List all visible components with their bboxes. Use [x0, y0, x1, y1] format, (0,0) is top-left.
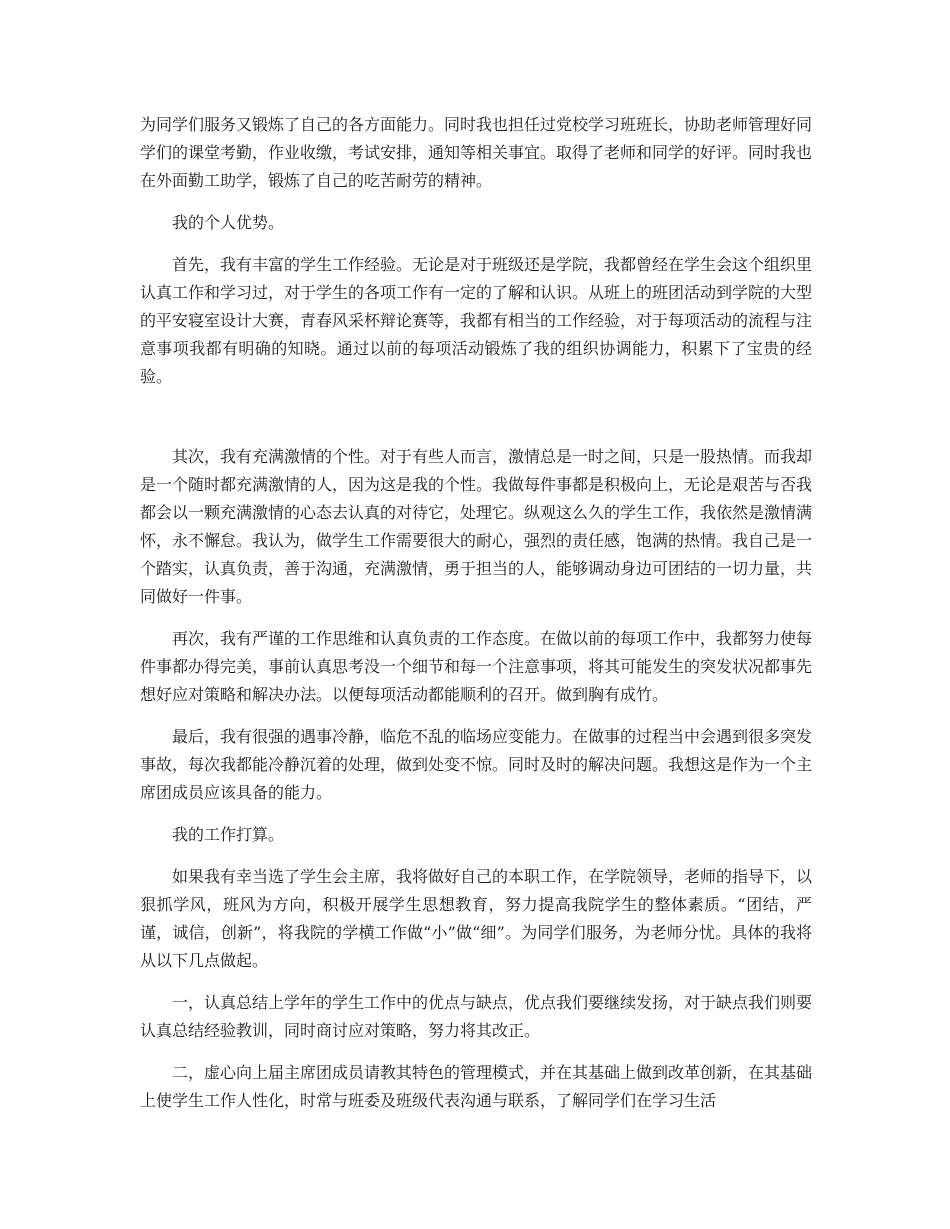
paragraph-first-strength: 首先，我有丰富的学生工作经验。无论是对于班级还是学院，我都曾经在学生会这个组织里认真工作和学习过，对于学生的各项工作有一定的了解和认识。从班上的班团活动到学院的大型的平安寝室设计大赛，青春风采杯辩论赛等，我都有相当的工作经验，对于每项活动的流程与注意事项我都有明确的知晓。通过以前的每项活动锻炼了我的组织协调能力，积累下了宝贵的经验。: [140, 255, 813, 386]
heading-personal-strengths: 我的个人优势。: [172, 213, 285, 232]
paragraph-second-strength: 其次，我有充满激情的个性。对于有些人而言，激情总是一时之间，只是一股热情。而我却是一个随时都充满激情的人，因为这是我的个性。我做每件事都是积极向上，无论是艰苦与否我都会以一颗充满激情的心态去认真的对待它，处理它。纵观这么久的学生工作，我依然是激情满怀，永不懈怠。我认为，做学生工作需要很大的耐心，强烈的责任感，饱满的热情。我自己是一个踏实，认真负责，善于沟通，充满激情，勇于担当的人，能够调动身边可团结的一切力量，共同做好一件事。: [140, 447, 813, 606]
paragraph-fourth-strength: 最后，我有很强的遇事冷静，临危不乱的临场应变能力。在做事的过程当中会遇到很多突发事故，每次我都能冷静沉着的处理，做到处变不惊。同时及时的解决问题。我想这是作为一个主席团成员应该具备的能力。: [140, 727, 813, 802]
paragraph-service-experience: 为同学们服务又锻炼了自己的各方面能力。同时我也担任过党校学习班班长，协助老师管理好同学们的课堂考勤，作业收缴，考试安排，通知等相关事宜。取得了老师和同学的好评。同时我也在外面勤工助学，锻炼了自己的吃苦耐劳的精神。: [140, 115, 813, 190]
document-body: [140, 111, 812, 1129]
paragraph-third-strength: 再次，我有严谨的工作思维和认真负责的工作态度。在做以前的每项工作中，我都努力使每件事都办得完美，事前认真思考没一个细节和每一个注意事项，将其可能发生的突发状况都事先想好应对策略和解决办法。以便每项活动都能顺利的召开。做到胸有成竹。: [140, 629, 813, 704]
paragraph-work-plan-intro: 如果我有幸当选了学生会主席，我将做好自己的本职工作，在学院领导，老师的指导下，以狠抓学风，班风为方向，积极开展学生思想教育，努力提高我院学生的整体素质。“团结，严谨，诚信，创新”，将我院的学横工作做“小”做“细”。为同学们服务，为老师分忧。具体的我将从以下几点做起。: [140, 867, 813, 970]
paragraph-plan-item-two: 二，虚心向上届主席团成员请教其特色的管理模式，并在其基础上做到改革创新，在其基础上使学生工作人性化，时常与班委及班级代表沟通与联系，了解同学们在学习生活: [140, 1063, 813, 1110]
heading-work-plan: 我的工作打算。: [172, 825, 285, 844]
paragraph-plan-item-one: 一，认真总结上学年的学生工作中的优点与缺点，优点我们要继续发扬，对于缺点我们则要认真总结经验教训，同时商讨应对策略，努力将其改正。: [140, 993, 813, 1040]
